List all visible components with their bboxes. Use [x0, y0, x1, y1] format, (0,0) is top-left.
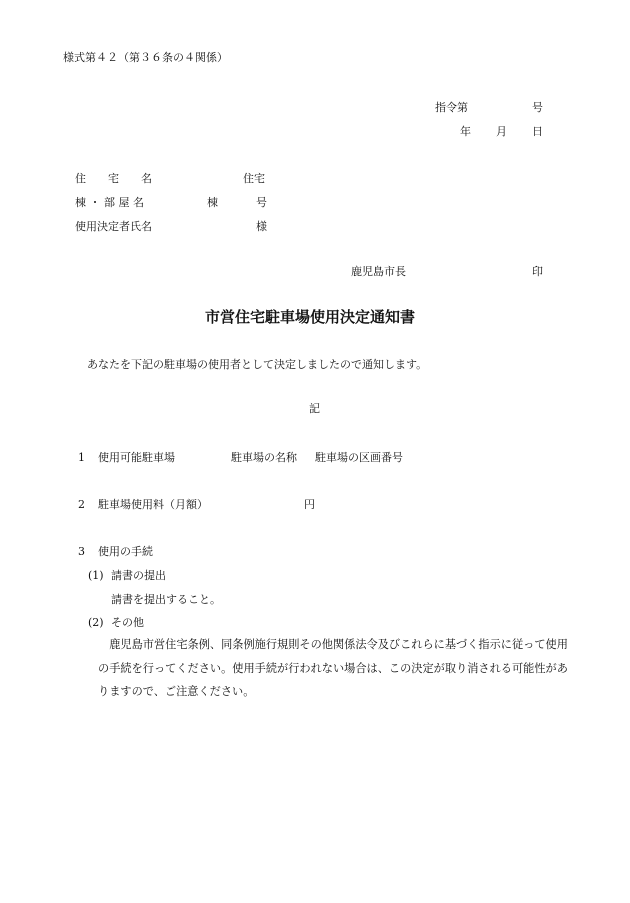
item3-number: 3: [78, 545, 85, 558]
item2-label: 駐車場使用料（月額）: [98, 498, 208, 511]
recipient-name-suffix: 様: [256, 220, 267, 233]
item3-sub2-number: (2): [88, 616, 104, 629]
intro-text: あなたを下記の駐車場の使用者として決定しましたので通知します。: [87, 358, 428, 371]
directive-number-suffix: 号: [532, 101, 543, 114]
document-title: 市営住宅駐車場使用決定通知書: [205, 308, 416, 326]
date-month: 月: [496, 125, 507, 138]
item3-label: 使用の手続: [98, 545, 153, 558]
date-year: 年: [460, 125, 471, 138]
item1-parking-section: 駐車場の区画番号: [315, 451, 403, 464]
item3-sub2-text: 鹿児島市営住宅条例、同条例施行規則その他関係法令及びこれらに基づく指示に従って使用の手続を行ってください。使用手続が行われない場合は、この決定が取り消される可能性がありますので、ご注意ください。: [98, 638, 568, 698]
form-number: 様式第４２（第３６条の４関係）: [63, 51, 228, 64]
item3-sub2-label: その他: [111, 616, 144, 629]
item3-sub1-label: 請書の提出: [111, 569, 166, 582]
housing-name-label: 住 宅 名: [75, 172, 152, 185]
housing-name-value: 住宅: [243, 172, 265, 185]
issuer-seal: 印: [532, 265, 543, 278]
item3-sub1-number: (1): [88, 569, 104, 582]
ki-heading: 記: [309, 402, 320, 415]
item1-number: 1: [78, 451, 85, 464]
recipient-name-label: 使用決定者氏名: [75, 220, 152, 233]
directive-number-label: 指令第: [435, 101, 468, 114]
item1-parking-name: 駐車場の名称: [231, 451, 297, 464]
item2-unit: 円: [304, 498, 315, 511]
issuer-name: 鹿児島市長: [351, 265, 406, 278]
item1-label: 使用可能駐車場: [98, 451, 175, 464]
building-room-label: 棟 ・ 部 屋 名: [75, 196, 144, 209]
date-day: 日: [532, 125, 543, 138]
item3-sub1-text: 請書を提出すること。: [111, 593, 221, 606]
room-value: 号: [256, 196, 267, 209]
item2-number: 2: [78, 498, 85, 511]
building-value: 棟: [207, 196, 218, 209]
